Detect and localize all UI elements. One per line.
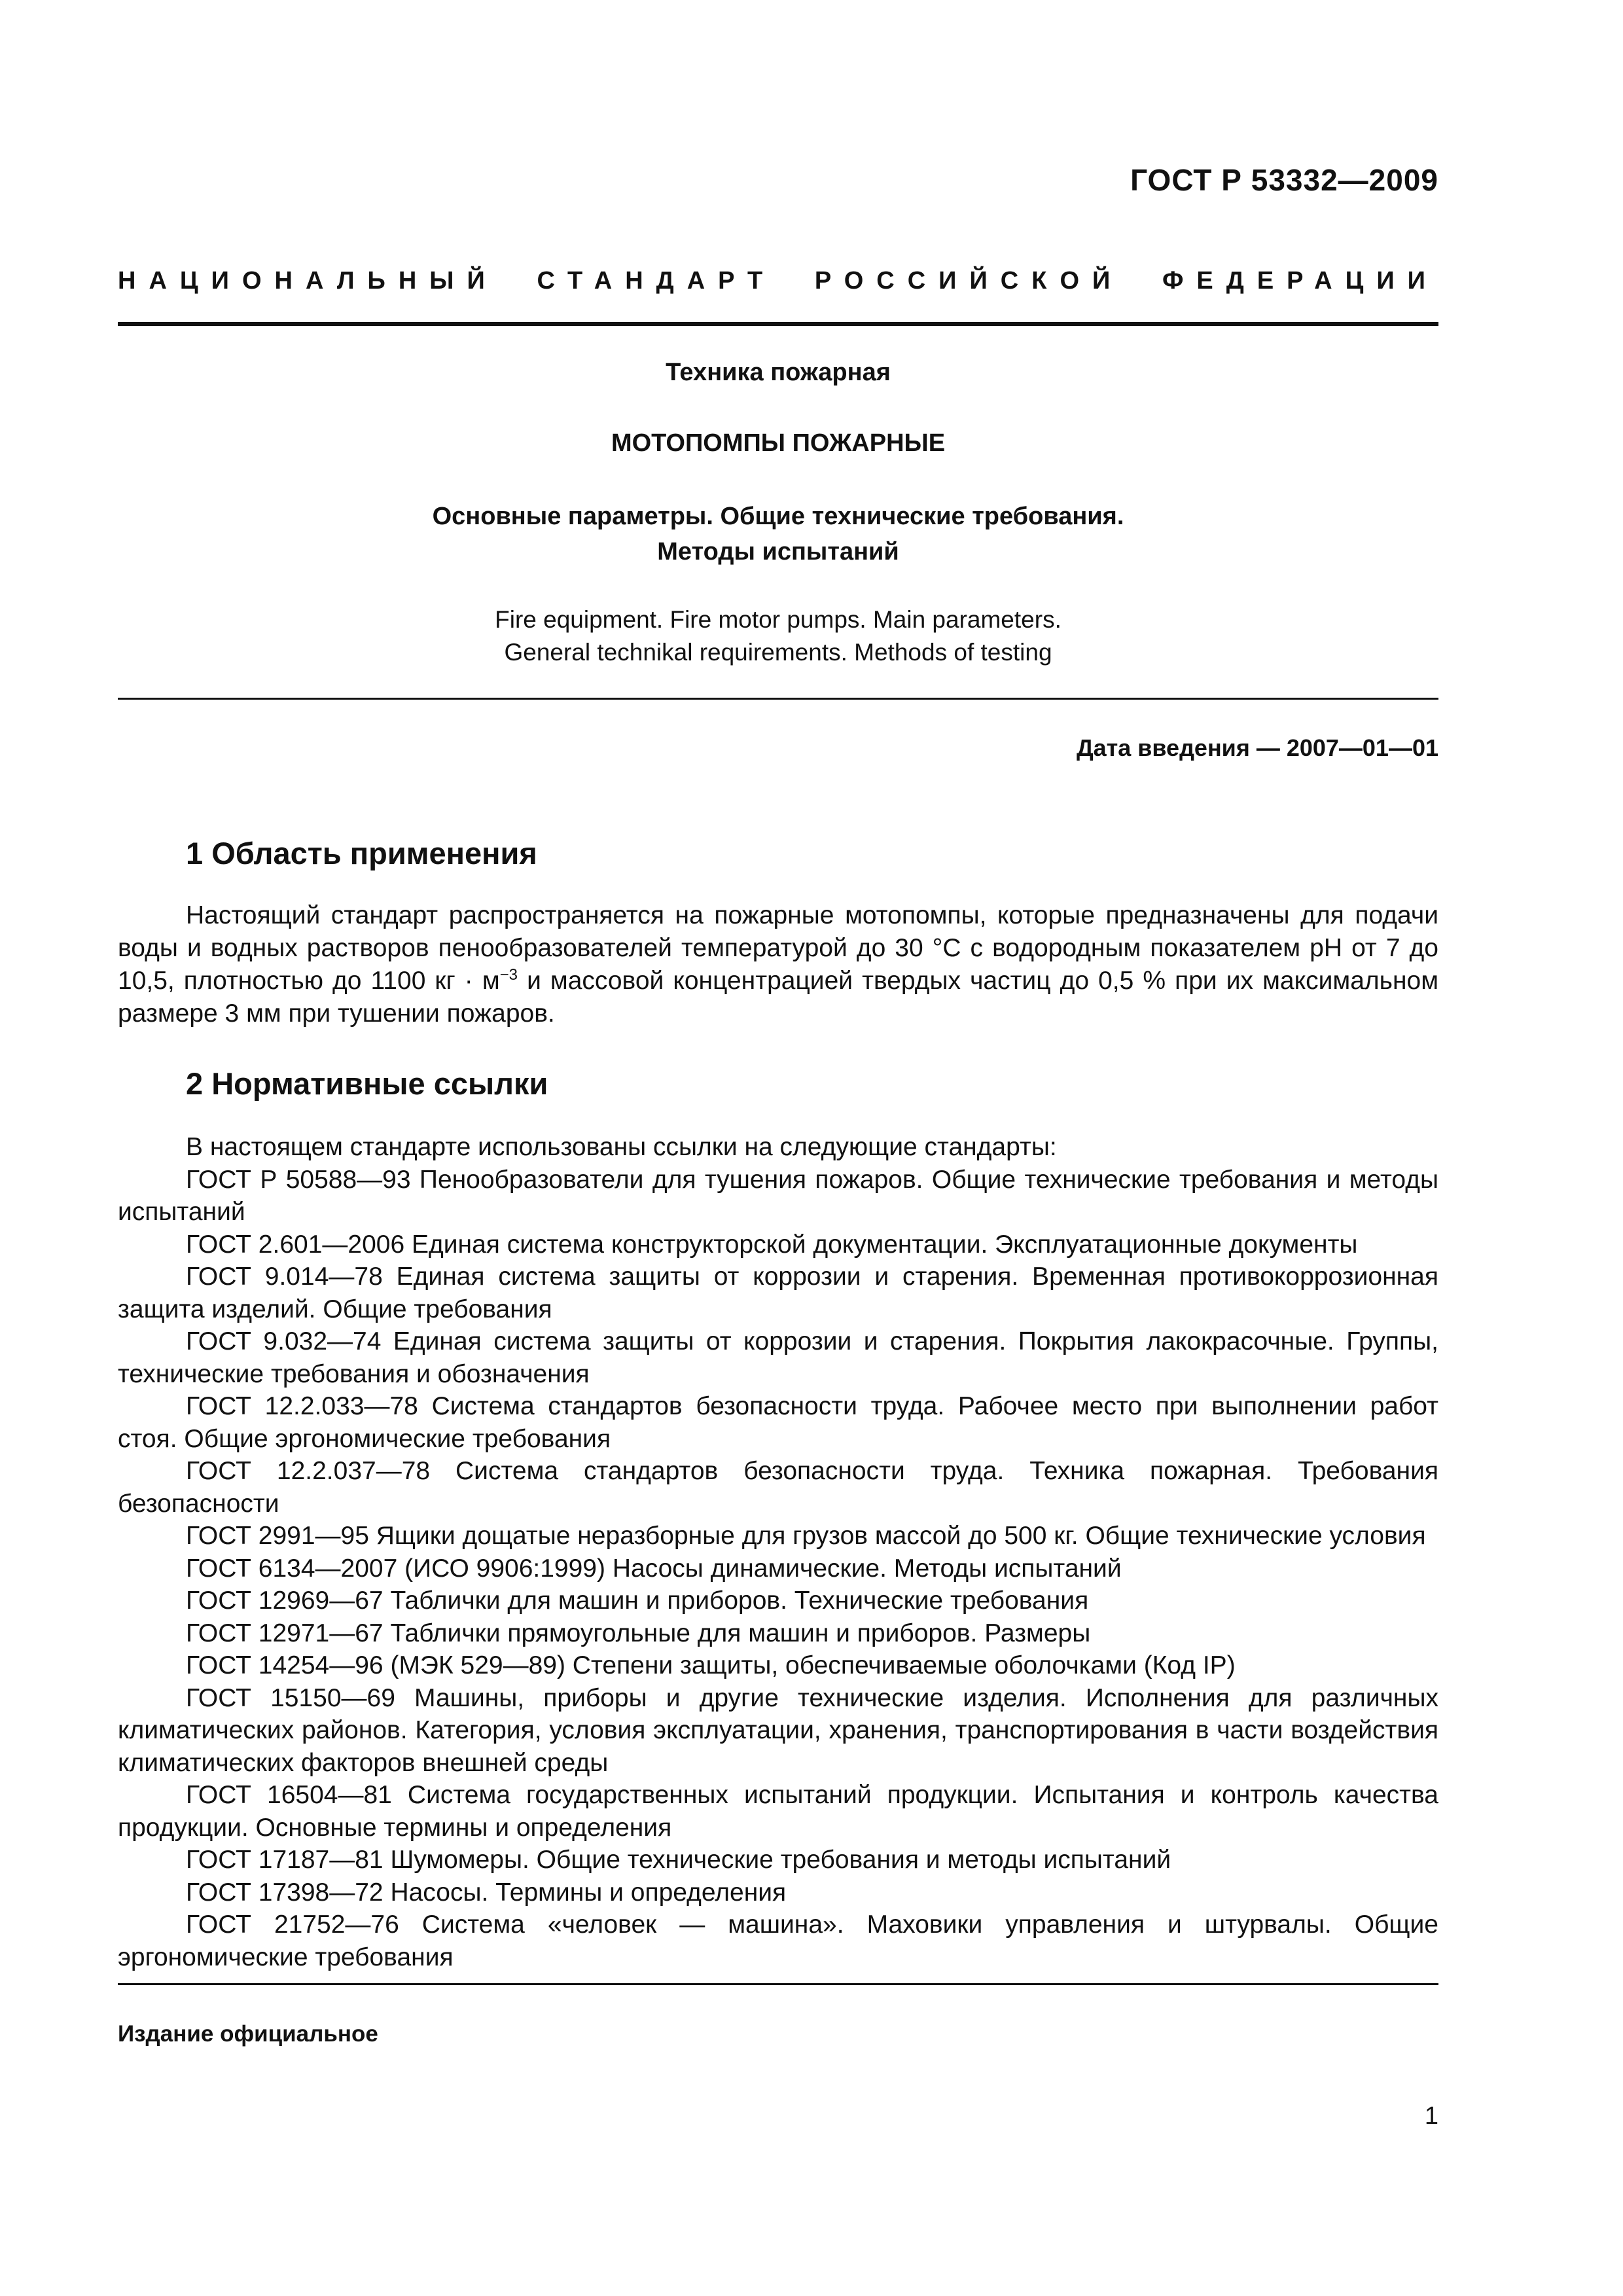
english-title-line-1: Fire equipment. Fire motor pumps. Main parameters. [495,606,1061,633]
section-1-title: 1 Область применения [186,836,537,870]
official-edition-label: Издание официальное [118,2021,378,2047]
section-1-paragraph [118,899,1438,1030]
reference-item: ГОСТ 12969—67 Таблички для машин и приборов. Технические требования [186,1587,1089,1615]
reference-item: ГОСТ 14254—96 (МЭК 529—89) Степени защиты, обеспечиваемые оболочками (Код IP) [186,1651,1236,1679]
reference-item: ГОСТ 2991—95 Ящики дощатые неразборные для грузов массой до 500 кг. Общие технические условия [186,1522,1426,1550]
title-rule [118,698,1438,700]
national-title-word: ФЕДЕРАЦИИ [1162,267,1438,295]
gost-number: ГОСТ Р 53332—2009 [1130,163,1438,197]
reference-item: ГОСТ 15150—69 Машины, приборы и другие технические изделия. Исполнения для различных климатических районов. Категория, условия эксплуатации, хранения, транспортирования в части воздействия климатических факторов внешней среды [118,1683,1438,1777]
subtitle-line-1: Основные параметры. Общие технические требования. [432,503,1124,530]
reference-item: ГОСТ 6134—2007 (ИСО 9906:1999) Насосы динамические. Методы испытаний [186,1554,1122,1583]
national-title-word: СТАНДАРТ [537,267,776,295]
reference-item: ГОСТ 16504—81 Система государственных испытаний продукции. Испытания и контроль качества продукции. Основные термины и определения [118,1781,1438,1842]
national-title-word: НАЦИОНАЛЬНЫЙ [118,267,498,295]
footer-rule [118,1983,1438,1985]
reference-item: ГОСТ 17398—72 Насосы. Термины и определения [186,1878,787,1907]
reference-item: ГОСТ 12.2.033—78 Система стандартов безопасности труда. Рабочее место при выполнении работ стоя. Общие эргономические требования [118,1392,1438,1453]
section-1-text-cont: и массовой концентрацией твердых частиц до 0,5 % при их максимальном размере 3 мм при тушении пожаров. [118,967,1439,1028]
national-standard-title [118,267,1438,295]
page-number: 1 [1424,2102,1438,2130]
intro-date: Дата введения — 2007—01—01 [1076,734,1438,761]
reference-item: ГОСТ 21752—76 Система «человек — машина». Маховики управления и штурвалы. Общие эргономические требования [118,1910,1438,1971]
reference-item: ГОСТ 12.2.037—78 Система стандартов безопасности труда. Техника пожарная. Требования безопасности [118,1457,1438,1518]
section-2-title: 2 Нормативные ссылки [186,1066,548,1101]
reference-item: ГОСТ 9.014—78 Единая система защиты от коррозии и старения. Временная противокоррозионная защита изделий. Общие требования [118,1263,1438,1323]
subtitle-line-2: Методы испытаний [657,538,899,565]
reference-item: ГОСТ 17187—81 Шумомеры. Общие технические требования и методы испытаний [186,1846,1171,1874]
category-title: Техника пожарная [666,359,891,386]
references-list [118,1131,1438,1973]
document-name: МОТОПОМПЫ ПОЖАРНЫЕ [611,429,946,457]
national-title-word: РОССИЙСКОЙ [814,267,1124,295]
references-intro: В настоящем стандарте использованы ссылки на следующие стандарты: [186,1133,1057,1161]
reference-item: ГОСТ 9.032—74 Единая система защиты от коррозии и старения. Покрытия лакокрасочные. Группы, технические требования и обозначения [118,1327,1438,1388]
header-rule [118,322,1438,326]
section-1-text: Настоящий стандарт распространяется на пожарные мотопомпы, которые предназначены для подачи воды и водных растворов пенообразователей температурой до 30 °С с водородным показателем рН от 7 до 10,5, плотностью до 1100 кг · м [118,901,1438,995]
superscript: −3 [499,966,518,984]
reference-item: ГОСТ 2.601—2006 Единая система конструкторской документации. Эксплуатационные документы [186,1230,1358,1259]
reference-item: ГОСТ Р 50588—93 Пенообразователи для тушения пожаров. Общие технические требования и методы испытаний [118,1165,1438,1226]
english-title-line-2: General technikal requirements. Methods of testing [504,639,1052,666]
reference-item: ГОСТ 12971—67 Таблички прямоугольные для машин и приборов. Размеры [186,1619,1091,1647]
